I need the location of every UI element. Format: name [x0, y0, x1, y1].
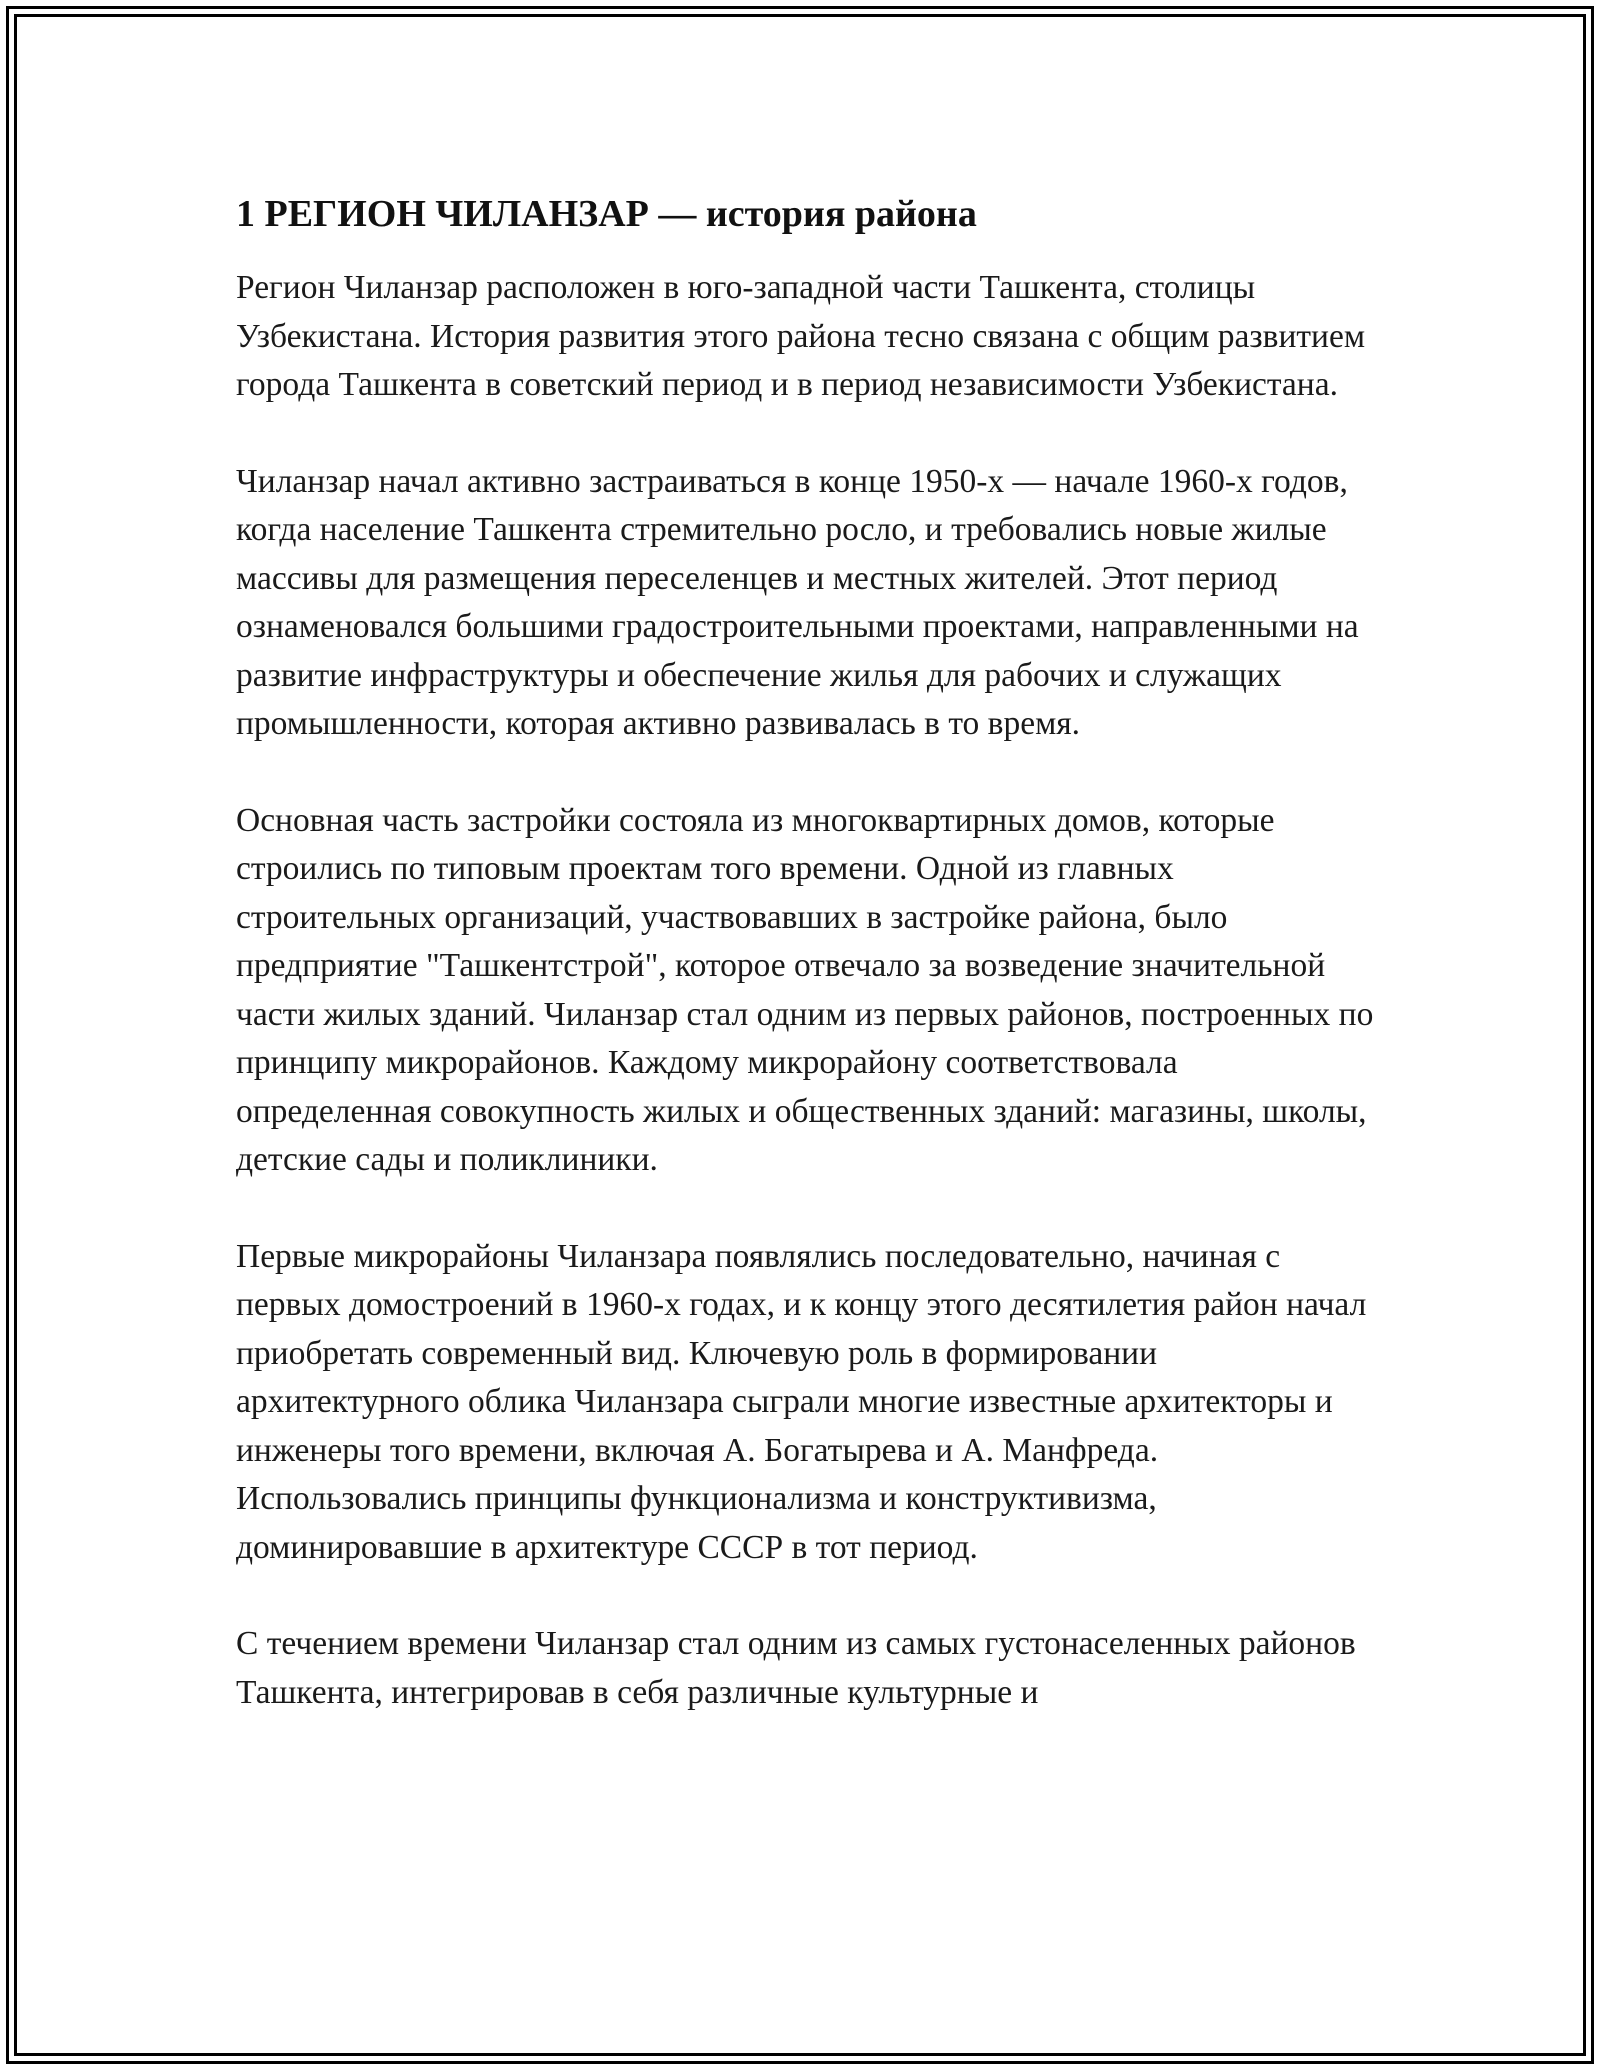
paragraph-1: Регион Чиланзар расположен в юго-западной части Ташкента, столицы Узбекистана. История развития этого района тесно связана с общим развитием города Ташкента в советский период и в период независимости Узбекистана.: [236, 269, 1366, 403]
section-title: 1 РЕГИОН ЧИЛАНЗАР — история района: [236, 193, 977, 235]
paragraph-2: Чиланзар начал активно застраиваться в конце 1950-х — начале 1960-х годов, когда население Ташкента стремительно росло, и требовались новые жилые массивы для размещения переселенцев и местных жителей. Этот период ознаменовался большими градостроительными проектами, направленными на развитие инфраструктуры и обеспечение жилья для рабочих и служащих промышленности, которая активно развивалась в то время.: [236, 462, 1359, 742]
paragraph-3: Основная часть застройки состояла из многоквартирных домов, которые строились по типовым проектам того времени. Одной из главных строительных организаций, участвовавших в застройке района, было предприятие "Ташкентстрой", которое отвечало за возведение значительной части жилых зданий. Чиланзар стал одним из первых районов, построенных по принципу микрорайонов. Каждому микрорайону соответствовала определенная совокупность жилых и общественных зданий: магазины, школы, детские сады и поликлиники.: [236, 801, 1374, 1178]
paragraph-5: С течением времени Чиланзар стал одним из самых густонаселенных районов Ташкента, интегрировав в себя различные культурные и: [236, 1625, 1356, 1711]
paragraph-4: Первые микрорайоны Чиланзара появлялись последовательно, начиная с первых домостроений в 1960-х годах, и к концу этого десятилетия район начал приобретать современный вид. Ключевую роль в формировании архитектурного облика Чиланзара сыграли многие известные архитекторы и инженеры того времени, включая А. Богатырева и А. Манфреда. Использовались принципы функционализма и конструктивизма, доминировавшие в архитектуре СССР в тот период.: [236, 1237, 1367, 1566]
document-body: [236, 190, 1376, 1765]
